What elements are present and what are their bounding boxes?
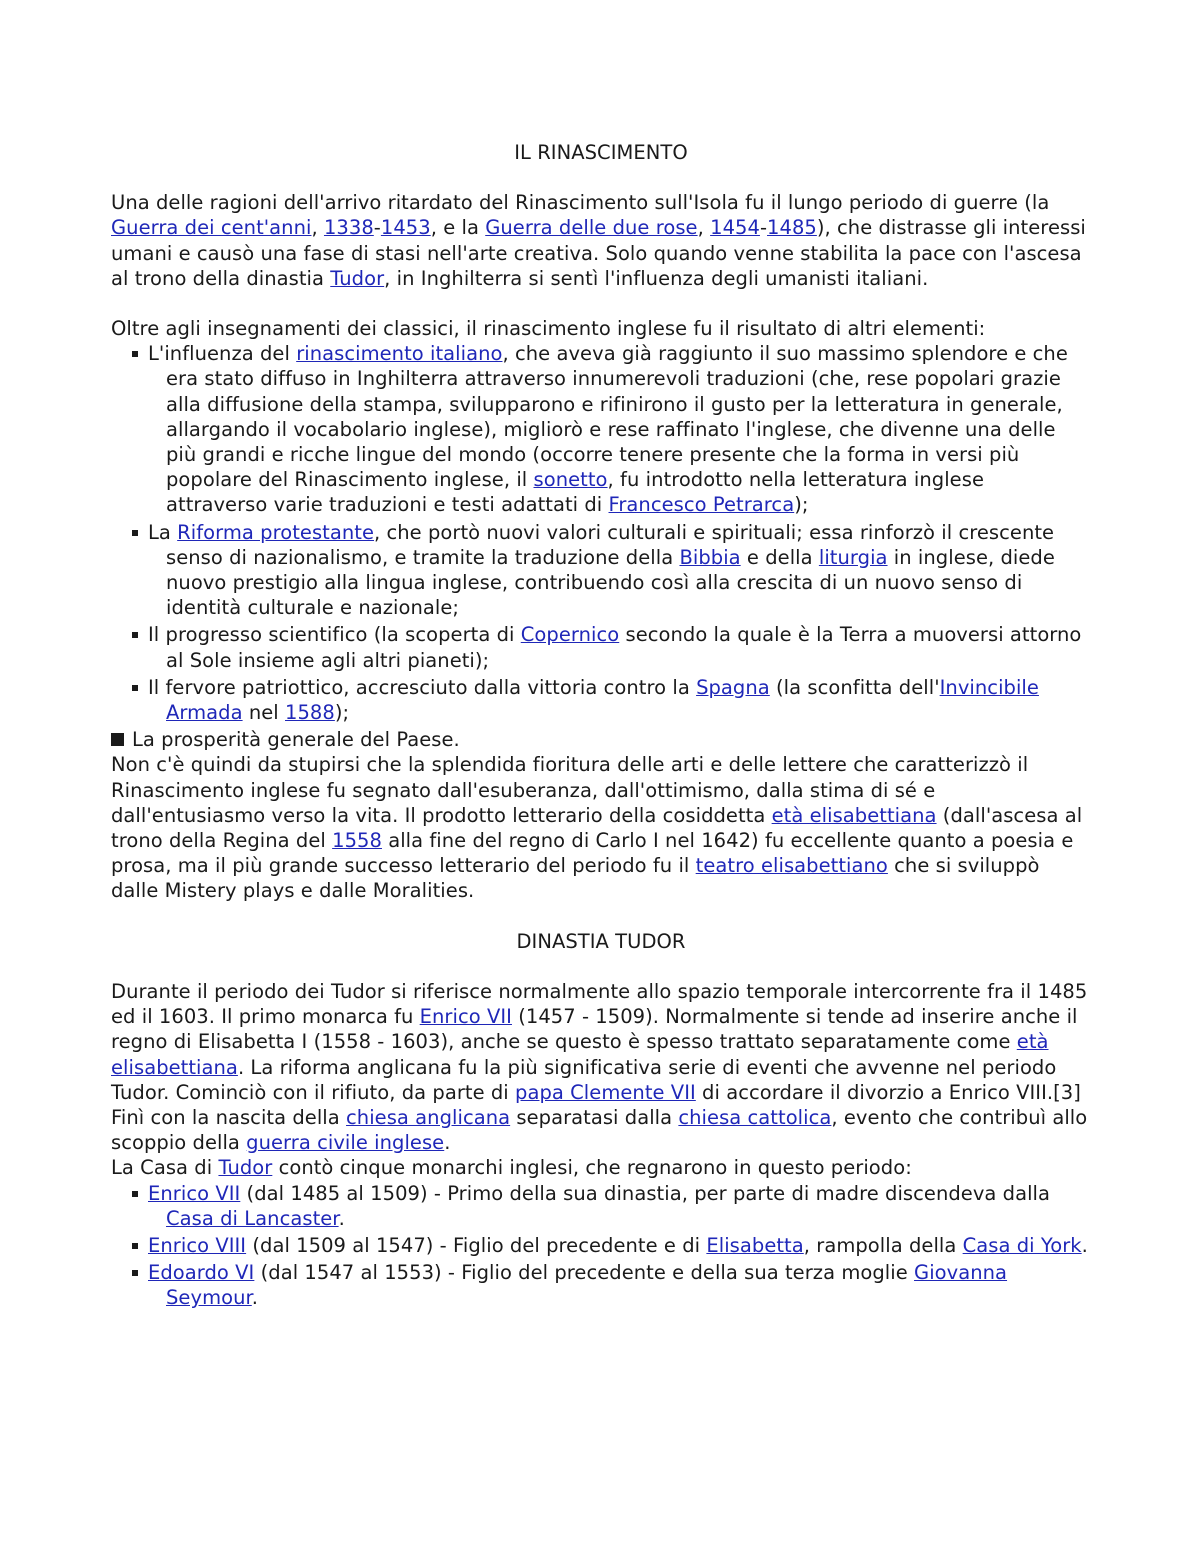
spacer [111, 904, 1091, 929]
spacer [111, 291, 1091, 316]
text: , in Inghilterra si sentì l'influenza degli umanisti italiani. [384, 266, 929, 290]
text: , e la [430, 216, 486, 240]
text: - [759, 216, 768, 240]
list-item [111, 622, 1091, 672]
link-invincibile-armada[interactable]: Invincibile Armada [166, 675, 1039, 725]
bullet-icon [132, 351, 138, 357]
page-title: IL RINASCIMENTO [514, 141, 688, 164]
link-tudor[interactable]: Tudor [330, 266, 385, 290]
link-francesco-petrarca[interactable]: Francesco Petrarca [608, 493, 795, 517]
link-casa-lancaster[interactable]: Casa di Lancaster [166, 1206, 339, 1230]
bullet-icon [132, 1270, 138, 1276]
text: L'influenza del [148, 342, 297, 366]
list-item [111, 1260, 1091, 1310]
link-tudor-2[interactable]: Tudor [218, 1156, 273, 1180]
text: contò cinque monarchi inglesi, che regnarono in questo periodo: [272, 1156, 912, 1180]
document-page [111, 140, 1091, 1313]
link-chiesa-anglicana[interactable]: chiesa anglicana [346, 1105, 511, 1129]
bullet-icon [132, 685, 138, 691]
text: La [148, 520, 178, 544]
text: , fu introdotto nella letteratura inglese attraverso varie traduzioni e testi adattati di [166, 468, 984, 517]
link-eta-elisabettiana[interactable]: età elisabettiana [771, 803, 937, 827]
text: secondo la quale è la Terra a muoversi attorno al Sole insieme agli altri pianeti); [166, 623, 1082, 672]
text: che si sviluppò dalle Mistery plays e dalle Moralities. [111, 854, 1040, 903]
text: , evento che contribuì allo scoppio della [111, 1105, 1088, 1155]
link-casa-york[interactable]: Casa di York [962, 1233, 1082, 1257]
text: , [311, 216, 324, 240]
text: (dall'ascesa al trono della Regina del [111, 803, 1083, 853]
link-guerra-due-rose[interactable]: Guerra delle due rose [485, 216, 698, 240]
text: . La riforma anglicana fu la più significativa serie di eventi che avvenne nel periodo Tudor. Cominciò con il rifiuto, da parte di [111, 1055, 1057, 1104]
link-guerra-cent-anni[interactable]: Guerra dei cent'anni [111, 216, 312, 240]
text: alla fine del regno di Carlo I nel 1642) fu eccellente quanto a poesia e prosa, ma il più grande successo letterario del periodo fu il [111, 829, 1074, 878]
list-item [111, 675, 1091, 725]
link-guerra-civile-inglese[interactable]: guerra civile inglese [246, 1131, 445, 1155]
text: Il fervore patriottico, accresciuto dalla vittoria contro la [148, 675, 697, 699]
text: . [251, 1286, 259, 1310]
link-rinascimento-italiano[interactable]: rinascimento italiano [296, 342, 503, 366]
bullet-icon [132, 530, 138, 536]
section-title-tudor: DINASTIA TUDOR [516, 929, 686, 953]
paragraph-conclusion [111, 752, 1091, 903]
link-elisabetta[interactable]: Elisabetta [706, 1233, 804, 1257]
paragraph-intro [111, 190, 1091, 291]
prosperity-line [111, 727, 1091, 752]
text: La prosperità generale del Paese. [132, 728, 460, 752]
link-giovanna-seymour[interactable]: Giovanna Seymour [166, 1261, 1008, 1310]
link-copernico[interactable]: Copernico [520, 623, 620, 647]
paragraph-casa-tudor [111, 1155, 1091, 1180]
text: Non c'è quindi da stupirsi che la splendida fioritura delle arti e delle lettere che caratterizzò il Rinascimento inglese fu segnato dall'esuberanza, dall'ottimismo, dalla stima di sé e dall'entusiasmo verso la vita. Il prodotto letterario della cosiddetta [111, 753, 1029, 827]
list-item [111, 1181, 1091, 1231]
text: , rampolla della [803, 1233, 963, 1257]
text: (dal 1485 al 1509) - Primo della sua dinastia, per parte di madre discendeva dalla [240, 1181, 1051, 1205]
list-item [111, 520, 1091, 621]
link-sonetto[interactable]: sonetto [533, 468, 608, 492]
link-enrico-viii[interactable]: Enrico VIII [148, 1233, 247, 1257]
text: . [444, 1131, 451, 1155]
paragraph-elements-intro: Oltre agli insegnamenti dei classici, il rinascimento inglese fu il risultato di altri elementi: [111, 317, 986, 341]
text: di accordare il divorzio a Enrico VIII.[3] Finì con la nascita della [111, 1080, 1081, 1129]
link-riforma-protestante[interactable]: Riforma protestante [177, 520, 374, 544]
text: ); [794, 493, 809, 517]
link-liturgia[interactable]: liturgia [818, 545, 888, 569]
list-item [111, 1233, 1091, 1258]
bullet-icon [132, 632, 138, 638]
link-papa-clemente-vii[interactable]: papa Clemente VII [515, 1080, 696, 1104]
text: La Casa di [111, 1156, 219, 1180]
text: Una delle ragioni dell'arrivo ritardato del Rinascimento sull'Isola fu il lungo periodo di guerre (la [111, 191, 1050, 215]
link-1485[interactable]: 1485 [767, 216, 817, 240]
text: separatasi dalla [510, 1105, 679, 1129]
text: (dal 1509 al 1547) - Figlio del precedente e di [246, 1233, 707, 1257]
link-spagna[interactable]: Spagna [696, 675, 770, 699]
bullet-icon [132, 1191, 138, 1197]
text: e della [740, 545, 819, 569]
text: ), che distrasse gli interessi umani e causò una fase di stasi nell'arte creativa. Solo quando venne stabilita la pace con l'ascesa al trono della dinastia [111, 216, 1086, 290]
text: Il progresso scientifico (la scoperta di [148, 623, 521, 647]
link-edoardo-vi[interactable]: Edoardo VI [148, 1261, 255, 1285]
text: - [373, 216, 381, 240]
text: , che aveva già raggiunto il suo massimo splendore e che era stato diffuso in Inghilterra attraverso innumerevoli traduzioni (che, rese popolari grazie alla diffusione della stampa, svilupparono e rifinirono il gusto per la letteratura in generale, allargando il vocabolario inglese), migliorò e rese raffinato l'inglese, che divenne una delle più grandi e ricche lingue del mondo (occorre tenere presente che la forma in versi più popolare del Rinascimento inglese, il [166, 342, 1068, 492]
text: , [697, 216, 711, 240]
square-bullet-icon [111, 733, 124, 746]
elements-list [111, 341, 1091, 725]
text: (la sconfitta dell' [769, 675, 940, 699]
link-1588[interactable]: 1588 [285, 701, 335, 725]
link-enrico-vii[interactable]: Enrico VII [419, 1005, 512, 1029]
link-1558[interactable]: 1558 [332, 829, 382, 853]
text: Durante il periodo dei Tudor si riferisce normalmente allo spazio temporale intercorrente fra il 1485 ed il 1603. Il primo monarca fu [111, 979, 1088, 1029]
bullet-icon [132, 1243, 138, 1249]
text: in inglese, diede nuovo prestigio alla lingua inglese, contribuendo così alla crescita di un nuovo senso di identità culturale e nazionale; [166, 545, 1055, 620]
text: nel [242, 701, 286, 725]
monarchs-list [111, 1181, 1091, 1311]
text: . [338, 1206, 345, 1230]
link-enrico-vii-2[interactable]: Enrico VII [148, 1181, 241, 1205]
text: ); [334, 701, 350, 725]
link-1454[interactable]: 1454 [710, 216, 760, 240]
link-1453[interactable]: 1453 [380, 216, 431, 240]
text: . [1081, 1233, 1088, 1257]
link-chiesa-cattolica[interactable]: chiesa cattolica [678, 1105, 832, 1129]
text: (dal 1547 al 1553) - Figlio del precedente e della sua terza moglie [254, 1261, 915, 1285]
paragraph-tudor [111, 979, 1091, 1155]
link-1338[interactable]: 1338 [323, 216, 374, 240]
text: , che portò nuovi valori culturali e spirituali; essa rinforzò il crescente senso di nazionalismo, e tramite la traduzione della [166, 520, 1055, 569]
list-item [111, 341, 1091, 517]
link-teatro-elisabettiano[interactable]: teatro elisabettiano [695, 854, 888, 878]
link-bibbia[interactable]: Bibbia [679, 545, 741, 569]
link-eta-elisabettiana-2[interactable]: età elisabettiana [111, 1030, 1049, 1079]
text: (1457 - 1509). Normalmente si tende ad inserire anche il regno di Elisabetta I (1558 - 1603), anche se questo è spesso trattato separatamente come [111, 1005, 1078, 1054]
